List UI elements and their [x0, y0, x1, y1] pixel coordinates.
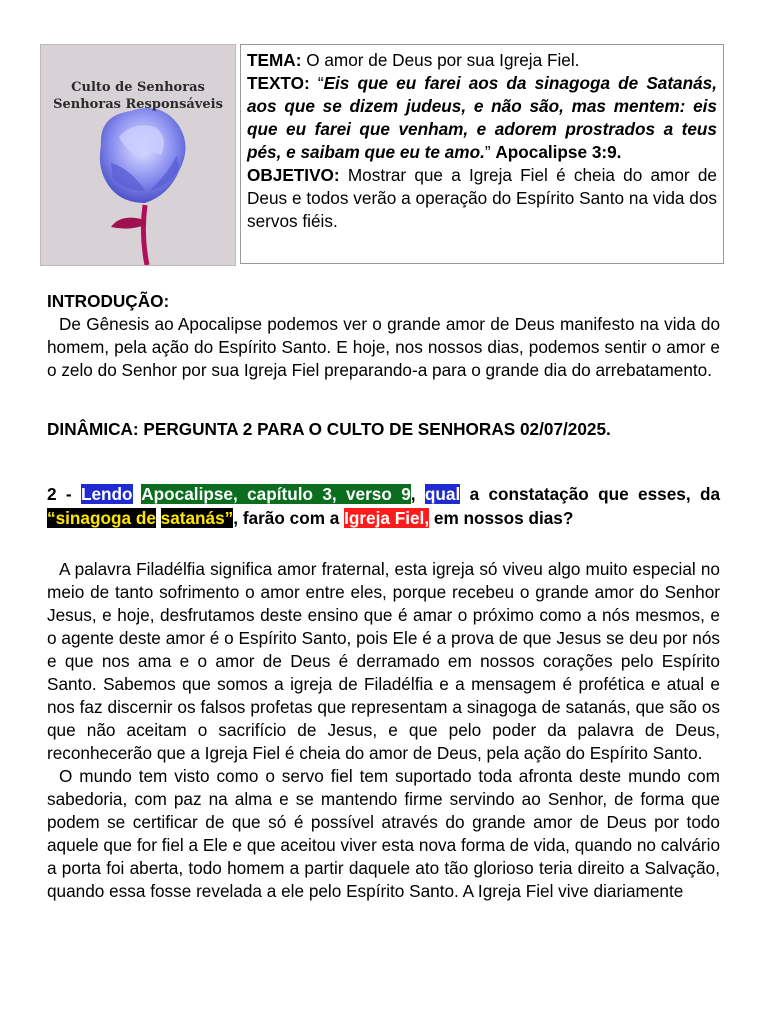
body-paragraph-1: A palavra Filadélfia significa amor fraternal, esta igreja só viveu algo muito especial no meio de tanto sofrimento o amor entre eles, porque recebeu o grande amor do Senhor Jesus, e hoje, desfrutamos deste ensino que é amar o próximo como a nós mesmos, e o agente deste amor é o Espírito Santo, pois Ele é a prova de que Jesus se deu por nós e que nos ama e o amor de Deus é derramado em nossos corações pelo Espírito Santo. Sabemos que somos a igreja de Filadélfia e a mensagem é profética e atual e nos faz discernir os falsos profetas que representam a sinagoga de satanás, que são os que não aceitam o sacrifício de Jesus, e que pelo poder da palavra de Deus, reconhecerão que a Igreja Fiel é cheia do amor de Deus, pela ação do Espírito Santo. [47, 559, 720, 763]
introducao-section [47, 290, 720, 382]
introducao-text: De Gênesis ao Apocalipse podemos ver o grande amor de Deus manifesto na vida do homem, pela ação do Espírito Santo. E hoje, nos nossos dias, podemos sentir o amor e o zelo do Senhor por sua Igreja Fiel preparando-a para o grande dia do arrebatamento. [47, 314, 720, 380]
rose-illustration [41, 45, 235, 265]
dinamica-text: PERGUNTA 2 PARA O CULTO DE SENHORAS 02/07/2025. [138, 419, 611, 439]
question-mid1: a constatação que esses, da [460, 484, 720, 504]
image-caption-line2: Senhoras Responsáveis [53, 97, 223, 112]
texto-close-quote: ” [484, 142, 496, 162]
texto-label: TEXTO: [247, 73, 310, 93]
body-section [47, 558, 720, 903]
question-igreja-fiel: Igreja Fiel, [344, 508, 430, 528]
question-reference: Apocalipse, capítulo 3, verso 9 [141, 484, 411, 504]
objetivo-line [247, 164, 717, 233]
body-paragraph-2: O mundo tem visto como o servo fiel tem suportado toda afronta deste mundo com sabedoria, com paz na alma e se mantendo firme servindo ao Senhor, de forma que podem se certificar de que só é possível através do grande amor de Deus por todo aquele que for fiel a Ele e que aceitou viver esta nova forma de vida, quando no calvário a porta foi aberta, todo homem a partir daquele ato tão glorioso teria direito a Salvação, quando essa fosse revelada a ele pelo Espírito Santo. A Igreja Fiel vive diariamente [47, 766, 720, 901]
tema-line [247, 49, 717, 72]
image-caption-line1: Culto de Senhoras [71, 80, 205, 95]
question-sinagoga: “sinagoga de [47, 508, 156, 528]
dinamica-section [47, 418, 720, 441]
objetivo-label: OBJETIVO: [247, 165, 340, 185]
question-mid2: , farão com a [233, 508, 345, 528]
texto-open-quote: “ [309, 73, 324, 93]
texto-reference: Apocalipse 3:9. [495, 142, 622, 162]
question-lendo: Lendo [80, 484, 133, 504]
introducao-title: INTRODUÇÃO: [47, 291, 170, 311]
header-info-box [240, 44, 724, 264]
question-prefix: 2 - [47, 484, 81, 504]
texto-line [247, 72, 717, 164]
question-satanas: satanás” [160, 508, 234, 528]
question-comma: , [410, 484, 425, 504]
dinamica-label: DINÂMICA: [47, 419, 139, 439]
texto-quote: Eis que eu farei aos da sinagoga de Satanás, aos que se dizem judeus, e não são, mas mentem: eis que eu farei que venham, e adorem prostrados a teus pés, e saibam que eu te amo. [247, 73, 718, 162]
question-end: em nossos dias? [429, 508, 574, 528]
question-qual: qual [424, 484, 461, 504]
tema-text: O amor de Deus por sua Igreja Fiel. [301, 50, 580, 70]
question-section [47, 482, 720, 530]
image-caption [41, 79, 235, 113]
objetivo-text: Mostrar que a Igreja Fiel é cheia do amor de Deus e todos verão a operação do Espírito Santo na vida dos servos fiéis. [247, 165, 717, 231]
tema-label: TEMA: [247, 50, 302, 70]
header-rose-image [40, 44, 236, 266]
